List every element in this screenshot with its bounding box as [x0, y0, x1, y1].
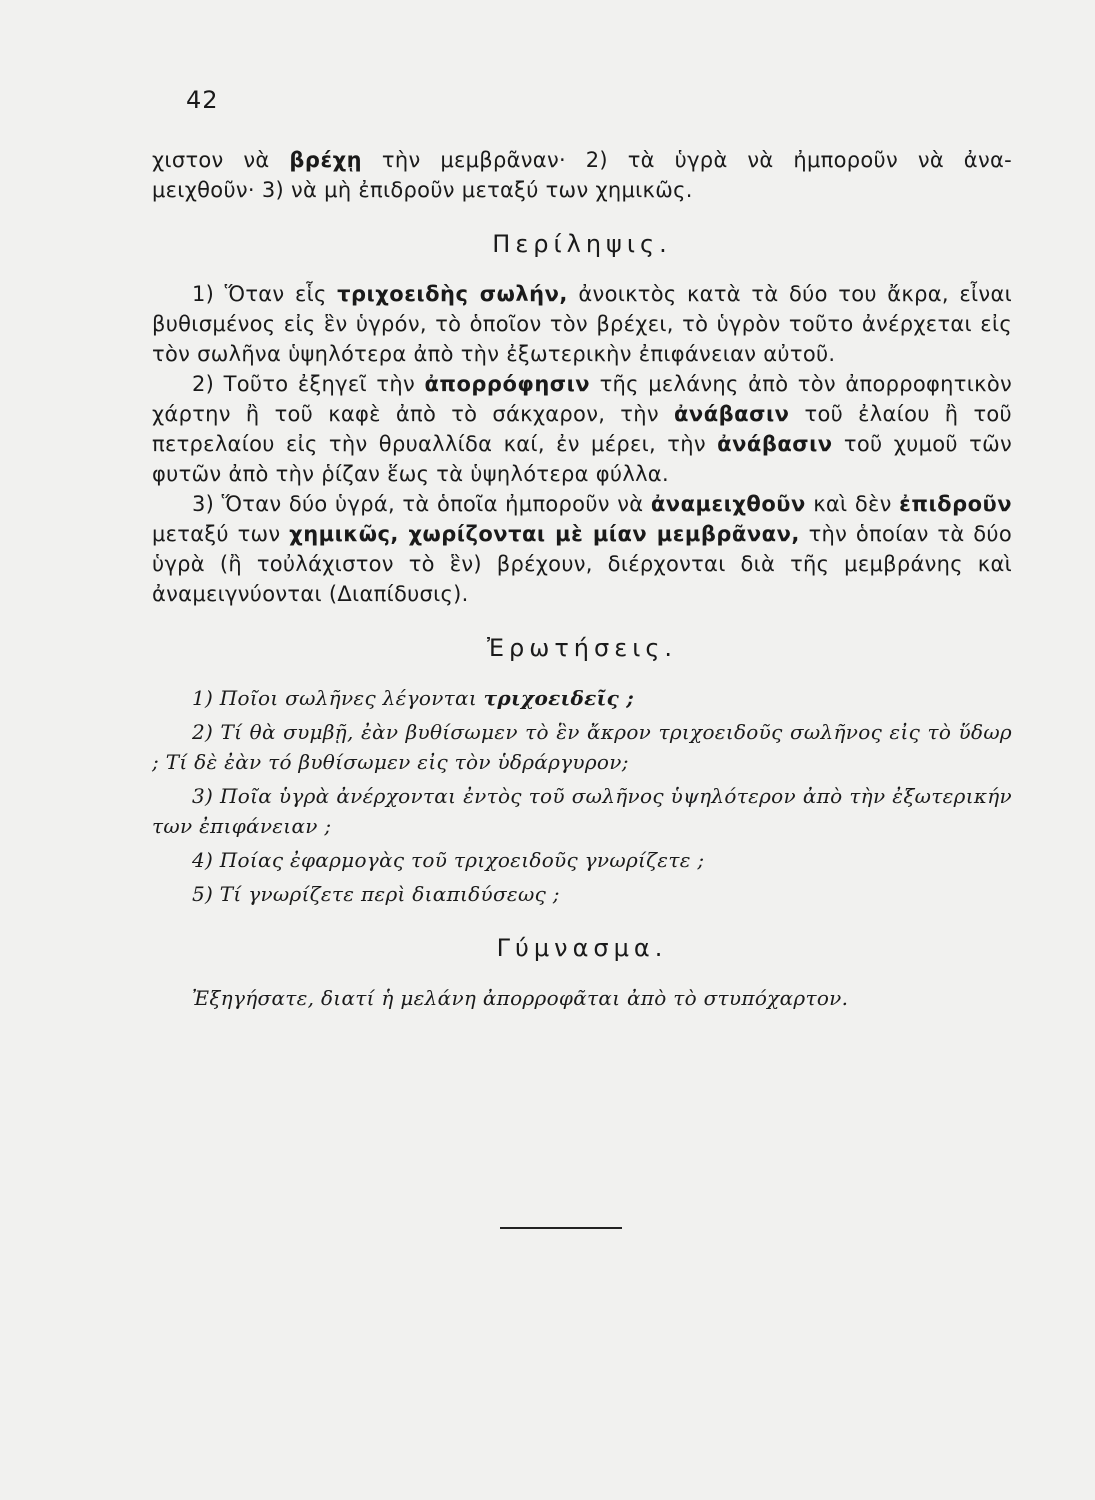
summary-text: μεταξύ των [152, 522, 290, 546]
exercise-heading: Γύμνασμα. [496, 934, 668, 962]
question-item: 5) Τί γνωρίζετε περὶ διαπιδύσεως ; [192, 882, 560, 906]
summary-bold: χημικῶς, χωρίζονται μὲ μίαν μεμβρᾶναν, [289, 522, 800, 546]
question-bold: τριχοειδεῖς ; [483, 686, 635, 710]
questions-list [152, 683, 1012, 909]
intro-line-2: μειχθοῦν· 3) νὰ μὴ ἐπιδροῦν μεταξύ των χημικῶς. [152, 178, 693, 202]
question-text: 1) Ποῖοι σωλῆνες λέγονται [192, 686, 484, 710]
question-item: 4) Ποίας ἐφαρμογὰς τοῦ τριχοειδοῦς γνωρίζετε ; [192, 848, 705, 872]
summary-paragraph-3 [152, 489, 1012, 609]
summary-bold: ἐπιδροῦν [899, 492, 1013, 516]
summary-bold: ἀπορρόφησιν [424, 372, 591, 396]
summary-text: 1) Ὅταν εἷς [192, 282, 338, 306]
summary-text: καὶ δὲν [805, 492, 900, 516]
summary-text: 3) Ὅταν δύο ὑγρά, τὰ ὁποῖα ἠμποροῦν νὰ [192, 492, 651, 516]
summary-text: τῆς μελάνης ἀπὸ τὸν ἀπορροφητικὸν χάρτην ἢ τοῦ καφὲ ἀπὸ τὸ σάκχαρον, τὴν [152, 372, 1012, 426]
summary-text: τὴν ὁποίαν τὰ δύο ὑγρὰ (ἢ τοὐλάχιστον τὸ ἓν) βρέχουν, διέρχονται διὰ τῆς μεμβράνης καὶ ἀναμειγνύονται (Διαπίδυσις). [152, 522, 1012, 606]
intro-text: χιστον νὰ [152, 148, 290, 172]
summary-paragraph-1 [152, 279, 1012, 369]
summary-bold: ἀνάβασιν [717, 432, 833, 456]
summary-bold: ἀναμειχθοῦν [650, 492, 806, 516]
question-item [152, 683, 1012, 713]
summary-paragraph-2 [152, 369, 1012, 489]
questions-heading: Ἐρωτήσεις. [486, 634, 678, 662]
intro-line-1 [152, 145, 1012, 175]
summary-text: τοῦ ἐλαίου ἢ τοῦ πετρελαίου εἰς τὴν θρυαλλίδα καί, ἐν μέρει, τὴν [152, 402, 1013, 456]
page-number: 42 [186, 86, 219, 114]
exercise-text: Ἐξηγήσατε, διατί ἡ μελάνη ἀπορροφᾶται ἀπὸ τὸ στυπόχαρτον. [192, 986, 849, 1010]
summary-bold: τριχοειδὴς σωλήν, [337, 282, 568, 306]
summary-heading: Περίληψις. [492, 230, 672, 258]
intro-text: τὴν μεμβρᾶναν· 2) τὰ ὑγρὰ νὰ ἠμποροῦν νὰ ἀνα- [362, 148, 1012, 172]
summary-text: 2) Τοῦτο ἐξηγεῖ τὴν [192, 372, 425, 396]
intro-bold: βρέχῃ [289, 148, 363, 172]
summary-text: τοῦ χυμοῦ τῶν φυτῶν ἀπὸ τὴν ῥίζαν ἕως τὰ ὑψηλότερα φύλλα. [152, 432, 1013, 486]
end-rule [500, 1227, 622, 1229]
question-item: 2) Τί θὰ συμβῇ, ἐὰν βυθίσωμεν τὸ ἓν ἄκρον τριχοειδοῦς σωλῆνος εἰς τὸ ὕδωρ ; Τί δὲ ἐὰν τό βυθίσωμεν εἰς τὸν ὑδράργυρον; [152, 720, 1012, 774]
summary-bold: ἀνάβασιν [673, 402, 790, 426]
summary-text: ἀνοικτὸς κατὰ τὰ δύο του ἄκρα, εἶναι βυθισμένος εἰς ἓν ὑγρόν, τὸ ὁποῖον τὸν βρέχει, τὸ ὑγρὸν τοῦτο ἀνέρχεται εἰς τὸν σωλῆνα ὑψηλότερα ἀπὸ τὴν ἐξωτερικὴν ἐπιφάνειαν αὐτοῦ. [152, 282, 1012, 366]
question-item: 3) Ποῖα ὑγρὰ ἀνέρχονται ἐντὸς τοῦ σωλῆνος ὑψηλότερον ἀπὸ τὴν ἐξωτερικήν των ἐπιφάνειαν ; [152, 784, 1012, 838]
page-body [152, 145, 1012, 1013]
